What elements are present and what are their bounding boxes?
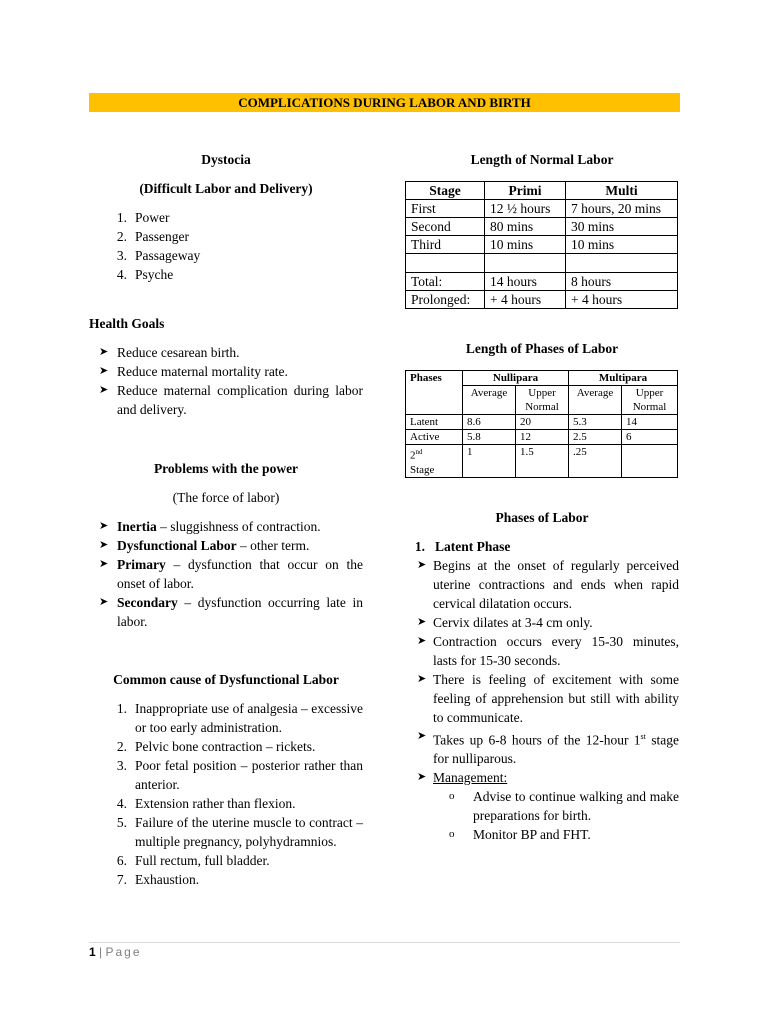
list-item: 5. Failure of the uterine muscle to contract – multiple pregnancy, polyhydramnios.: [116, 815, 363, 849]
health-goals-heading: Health Goals: [89, 316, 165, 331]
list-item: ➤ Reduce maternal mortality rate.: [89, 362, 363, 381]
arrow-bullet-icon: ➤: [99, 520, 109, 532]
list-item: o Advise to continue walking and make preparations for birth.: [405, 787, 679, 825]
right-column: [405, 150, 679, 844]
table-row: [406, 254, 678, 273]
table-header-row: Stage Primi Multi: [406, 182, 678, 200]
list-item: o Monitor BP and FHT.: [405, 825, 679, 844]
list-item: ➤ Begins at the onset of regularly perceived uterine contractions and ends when rapid cervical dilatation occurs.: [405, 556, 679, 613]
management-list: [405, 787, 679, 844]
list-item: ➤ There is feeling of excitement with some feeling of apprehension but still with ability to communicate.: [405, 670, 679, 727]
list-item: ➤ Contraction occurs every 15-30 minutes, lasts for 15-30 seconds.: [405, 632, 679, 670]
list-item: ➤ Reduce maternal complication during labor and delivery.: [89, 381, 363, 419]
page-number: 1: [89, 945, 96, 959]
arrow-bullet-icon: ➤: [99, 558, 109, 570]
footer-separator: |: [95, 945, 106, 959]
list-item: 6. Full rectum, full bladder.: [116, 853, 270, 868]
circle-bullet-icon: o: [449, 828, 455, 841]
arrow-bullet-icon: ➤: [417, 558, 427, 571]
list-item: ➤ Secondary – dysfunction occurring late in labor.: [89, 593, 363, 631]
phases-length-heading: Length of Phases of Labor: [465, 341, 619, 356]
list-item: 3. Passageway: [116, 248, 201, 263]
list-item: ➤ Reduce cesarean birth.: [89, 343, 363, 362]
phases-heading: Phases of Labor: [495, 509, 589, 525]
causes-heading: Common cause of Dysfunctional Labor: [113, 672, 339, 687]
arrow-bullet-icon: ➤: [99, 596, 109, 608]
list-item: ➤ Dysfunctional Labor – other term.: [89, 536, 363, 555]
normal-labor-table: [405, 181, 678, 309]
list-item: 2. Pelvic bone contraction – rickets.: [116, 739, 316, 754]
table-header-row: Phases Nullipara Multipara: [406, 371, 678, 386]
footer-divider: [89, 942, 680, 943]
power-problems-subheading: (The force of labor): [172, 490, 280, 505]
list-item: 2. Passenger: [116, 229, 189, 244]
list-item: 4. Extension rather than flexion.: [116, 796, 296, 811]
table-row: Third 10 mins 10 mins: [406, 236, 678, 254]
list-item: 3. Poor fetal position – posterior rather than anterior.: [116, 758, 363, 792]
table-row: Latent 8.6 20 5.3 14: [406, 415, 678, 430]
page-footer: [89, 945, 142, 959]
document-title: COMPLICATIONS DURING LABOR AND BIRTH: [89, 93, 680, 112]
page-word: Page: [105, 945, 142, 959]
power-problems-heading: Problems with the power: [153, 461, 299, 476]
list-item: 7. Exhaustion.: [116, 872, 200, 887]
arrow-bullet-icon: ➤: [417, 615, 427, 628]
table-row: Active 5.8 12 2.5 6: [406, 430, 678, 445]
table-row: Total: 14 hours 8 hours: [406, 273, 678, 291]
causes-list: [89, 699, 363, 889]
table-row: Prolonged: + 4 hours + 4 hours: [406, 291, 678, 309]
arrow-bullet-icon: ➤: [417, 672, 427, 685]
table-row: First 12 ½ hours 7 hours, 20 mins: [406, 200, 678, 218]
table-row: Second 80 mins 30 mins: [406, 218, 678, 236]
arrow-bullet-icon: ➤: [417, 634, 427, 647]
table-header-row: Average Upper Normal Average Upper Normal: [406, 386, 678, 415]
left-column: [89, 150, 363, 889]
arrow-bullet-icon: ➤: [417, 771, 427, 784]
dystocia-list: [89, 208, 363, 284]
latent-phase-list: [405, 556, 679, 788]
arrow-bullet-icon: ➤: [99, 346, 109, 358]
power-problems-list: [89, 517, 363, 631]
list-item: ➤ Cervix dilates at 3-4 cm only.: [405, 613, 679, 632]
list-item: ➤ Takes up 6-8 hours of the 12-hour 1st stage for nulliparous.: [405, 727, 679, 769]
arrow-bullet-icon: ➤: [99, 539, 109, 551]
arrow-bullet-icon: ➤: [99, 384, 109, 396]
phases-length-table: [405, 370, 678, 478]
list-item: ➤ Management:: [405, 768, 679, 787]
list-item: 1. Inappropriate use of analgesia – excessive or too early administration.: [116, 701, 363, 735]
dystocia-subheading: (Difficult Labor and Delivery): [139, 181, 313, 196]
list-item: 4. Psyche: [116, 267, 174, 282]
latent-phase-title: 1. Latent Phase: [414, 538, 511, 554]
table-row: 2nd Stage 1 1.5 .25: [406, 445, 678, 478]
normal-labor-heading: Length of Normal Labor: [470, 152, 614, 167]
list-item: ➤ Inertia – sluggishness of contraction.: [89, 517, 363, 536]
arrow-bullet-icon: ➤: [417, 729, 427, 742]
health-goals-list: [89, 343, 363, 419]
dystocia-heading: Dystocia: [201, 152, 251, 167]
arrow-bullet-icon: ➤: [99, 365, 109, 377]
list-item: 1. Power: [116, 210, 170, 225]
circle-bullet-icon: o: [449, 790, 455, 803]
list-item: ➤ Primary – dysfunction that occur on the onset of labor.: [89, 555, 363, 593]
